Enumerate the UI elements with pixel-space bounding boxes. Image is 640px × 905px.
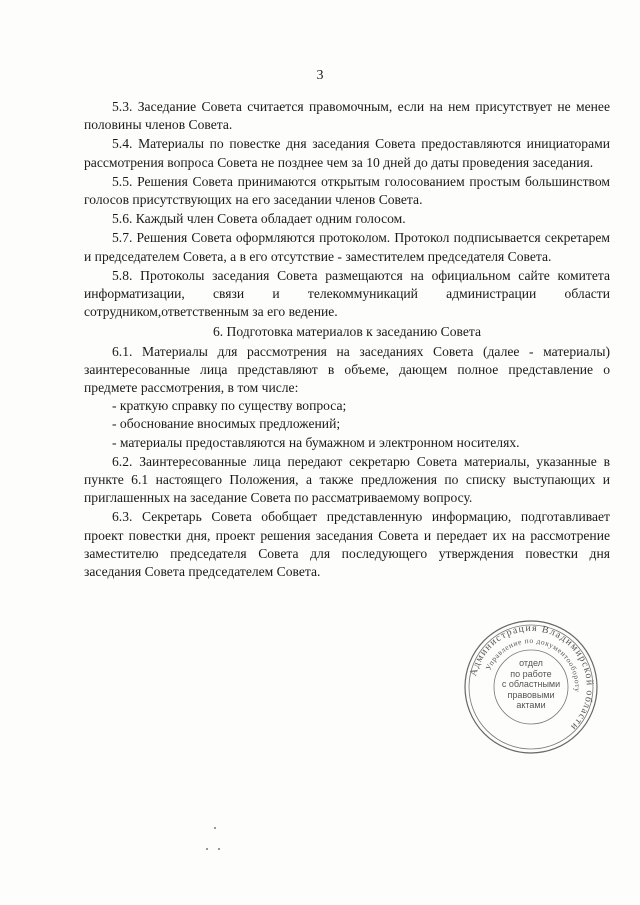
stamp-outer-text: Администрация Владимирской области	[468, 622, 596, 733]
stamp-line: с областными	[501, 679, 561, 689]
list-item: - материалы предоставляются на бумажном и электронном носителях.	[112, 434, 520, 450]
list-item: - краткую справку по существу вопроса;	[112, 398, 347, 414]
official-stamp	[462, 618, 600, 756]
paragraph-5-6: 5.6. Каждый член Совета обладает одним голосом.	[112, 211, 406, 227]
stamp-line: по работе	[510, 668, 552, 679]
page-number: 3	[316, 68, 324, 83]
paragraph-5-3: 5.3. Заседание Совета считается правомочным, если на нем присутствует не менее половины членов Совета.	[84, 99, 610, 133]
list-item: - обоснование вносимых предложений;	[112, 416, 341, 432]
scan-speck	[214, 827, 216, 829]
stamp-inner-text: Управление по документообороту	[483, 635, 583, 693]
stamp-line: правовыми	[507, 689, 555, 700]
paragraph-6-1: 6.1. Материалы для рассмотрения на заседаниях Совета (далее - материалы) заинтересованные лица представляют в объеме, дающем полное представление о предмете рассмотрения, в том числе:	[84, 343, 610, 396]
section-6-heading: 6. Подготовка материалов к заседанию Совета	[212, 324, 482, 340]
paragraph-5-7: 5.7. Решения Совета оформляются протоколом. Протокол подписывается секретарем и председателем Совета, а в его отсутствие - заместителем председателя Совета.	[84, 230, 610, 264]
stamp-line: отдел	[519, 658, 543, 668]
scan-speck	[218, 848, 220, 850]
paragraph-5-8: 5.8. Протоколы заседания Совета размещаются на официальном сайте комитета информатизации, связи и телекоммуникаций администрации области сотрудником,ответственным за его ведение.	[84, 267, 610, 320]
document-body	[84, 98, 610, 581]
stamp-line: актами	[516, 700, 546, 710]
paragraph-6-3: 6.3. Секретарь Совета обобщает представленную информацию, подготавливает проект повестки дня, проект решения заседания Совета и передает их на рассмотрение заместителю председателя Совета для последующего утверждения повестки дня заседания Совета председателем Совета.	[84, 509, 610, 580]
paragraph-5-5: 5.5. Решения Совета принимаются открытым голосованием простым большинством голосов присутствующих на его заседании членов Совета.	[84, 173, 610, 208]
paragraph-5-4: 5.4. Материалы по повестке дня заседания Совета предоставляются инициаторами рассмотрения вопроса Совета не позднее чем за 10 дней до даты проведения заседания.	[84, 136, 610, 170]
scan-speck	[206, 848, 208, 850]
stamp-center-text	[499, 658, 563, 711]
paragraph-6-2: 6.2. Заинтересованные лица передают секретарю Совета материалы, указанные в пункте 6.1 настоящего Положения, а также предложения по списку выступающих и приглашенных на заседание Совета по рассматриваемому вопросу.	[84, 453, 610, 506]
